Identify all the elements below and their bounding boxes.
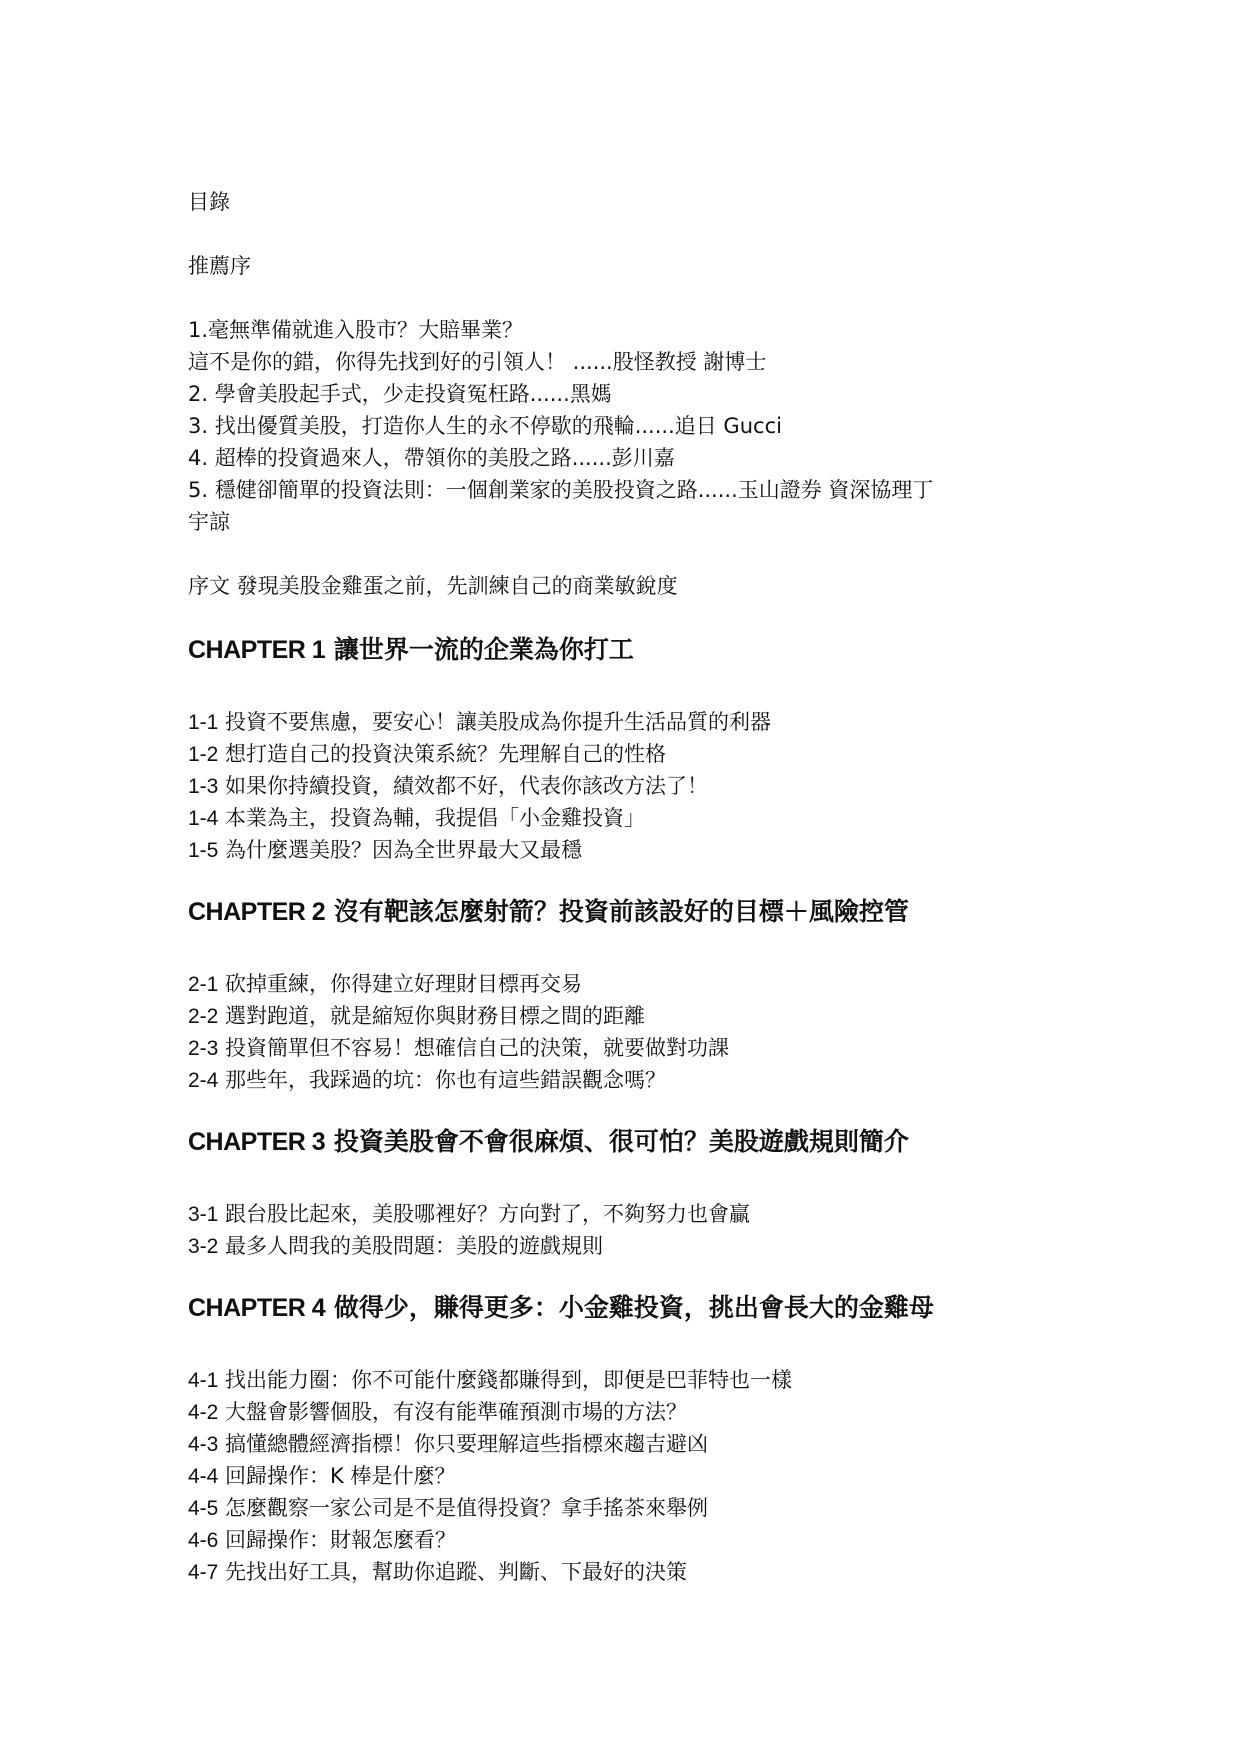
section-number: 1-4 (188, 807, 219, 830)
section-number: 2-4 (188, 1069, 219, 1092)
foreword-item: 3. 找出優質美股，打造你人生的永不停歇的飛輪......追日 Gucci (188, 414, 782, 438)
section-title: 找出能力圈：你不可能什麼錢都賺得到，即便是巴菲特也一樣 (225, 1368, 793, 1392)
chapter-number: CHAPTER 3 (188, 1128, 326, 1156)
section-item (188, 1002, 645, 1031)
section-item (188, 836, 582, 865)
chapter-number: CHAPTER 2 (188, 898, 326, 926)
chapter-title: 沒有靶該怎麼射箭？投資前該設好的目標＋風險控管 (333, 897, 909, 926)
section-number: 4-5 (188, 1497, 219, 1520)
section-item (188, 1558, 687, 1587)
section-number: 1-1 (188, 711, 219, 734)
foreword-heading: 推薦序 (188, 254, 251, 278)
chapter-heading (188, 1292, 934, 1324)
section-number: 2-2 (188, 1005, 219, 1028)
section-item (188, 740, 666, 769)
chapter-heading (188, 1126, 909, 1158)
section-item (188, 1462, 456, 1491)
section-item (188, 708, 771, 737)
foreword-item: 這不是你的錯，你得先找到好的引領人！ ......股怪教授 謝博士 (188, 350, 767, 374)
chapter-title: 讓世界一流的企業為你打工 (333, 635, 634, 664)
foreword-item: 1.毫無準備就進入股市？大賠畢業？ (188, 318, 524, 342)
foreword-item: 宇諒 (188, 510, 230, 534)
chapter-title: 做得少，賺得更多：小金雞投資，挑出會長大的金雞母 (333, 1293, 934, 1322)
chapter-number: CHAPTER 1 (188, 636, 326, 664)
toc-title: 目錄 (188, 190, 230, 214)
section-title: 那些年，我踩過的坑：你也有這些錯誤觀念嗎？ (225, 1068, 667, 1092)
foreword-item: 2. 學會美股起手式，少走投資冤枉路......黑媽 (188, 382, 612, 406)
section-number: 4-7 (188, 1561, 219, 1584)
section-item (188, 1034, 729, 1063)
section-title: 想打造自己的投資決策系統？先理解自己的性格 (225, 742, 667, 766)
section-title: 大盤會影響個股，有沒有能準確預測市場的方法？ (225, 1400, 688, 1424)
section-number: 4-1 (188, 1369, 219, 1392)
section-title: 選對跑道，就是縮短你與財務目標之間的距離 (225, 1004, 646, 1028)
section-number: 2-3 (188, 1037, 219, 1060)
section-item (188, 970, 582, 999)
section-title: 為什麼選美股？因為全世界最大又最穩 (225, 838, 583, 862)
section-number: 1-3 (188, 775, 219, 798)
section-item (188, 1232, 603, 1261)
section-item (188, 1366, 792, 1395)
section-number: 2-1 (188, 973, 219, 996)
section-title: 回歸操作：K 棒是什麼？ (225, 1464, 456, 1488)
section-title: 投資簡單但不容易！想確信自己的決策，就要做對功課 (225, 1036, 730, 1060)
section-title: 如果你持續投資，績效都不好，代表你該改方法了！ (225, 774, 709, 798)
section-number: 1-5 (188, 839, 219, 862)
section-title: 跟台股比起來，美股哪裡好？方向對了，不夠努力也會贏 (225, 1202, 751, 1226)
section-number: 4-2 (188, 1401, 219, 1424)
chapter-number: CHAPTER 4 (188, 1294, 326, 1322)
section-number: 4-3 (188, 1433, 219, 1456)
chapter-heading (188, 896, 909, 928)
section-title: 怎麼觀察一家公司是不是值得投資？拿手搖茶來舉例 (225, 1496, 709, 1520)
section-title: 先找出好工具，幫助你追蹤、判斷、下最好的決策 (225, 1560, 688, 1584)
foreword-item: 4. 超棒的投資過來人，帶領你的美股之路......彭川嘉 (188, 446, 675, 470)
section-number: 3-2 (188, 1235, 219, 1258)
section-item (188, 804, 645, 833)
section-number: 4-6 (188, 1529, 219, 1552)
section-item (188, 1430, 708, 1459)
section-item (188, 1526, 456, 1555)
section-title: 最多人問我的美股問題：美股的遊戲規則 (225, 1234, 604, 1258)
section-number: 1-2 (188, 743, 219, 766)
section-title: 搞懂總體經濟指標！你只要理解這些指標來趨吉避凶 (225, 1432, 709, 1456)
chapter-title: 投資美股會不會很麻煩、很可怕？美股遊戲規則簡介 (333, 1127, 909, 1156)
section-title: 砍掉重練，你得建立好理財目標再交易 (225, 972, 583, 996)
section-item (188, 1066, 666, 1095)
chapter-heading (188, 634, 634, 666)
section-item (188, 1398, 687, 1427)
section-item (188, 1200, 750, 1229)
section-item (188, 772, 708, 801)
section-title: 回歸操作：財報怎麼看？ (225, 1528, 457, 1552)
section-number: 4-4 (188, 1465, 219, 1488)
section-title: 投資不要焦慮，要安心！讓美股成為你提升生活品質的利器 (225, 710, 772, 734)
section-number: 3-1 (188, 1203, 219, 1226)
section-item (188, 1494, 708, 1523)
section-title: 本業為主，投資為輔，我提倡「小金雞投資」 (225, 806, 646, 830)
preface: 序文 發現美股金雞蛋之前，先訓練自己的商業敏銳度 (188, 574, 678, 598)
foreword-item: 5. 穩健卻簡單的投資法則：一個創業家的美股投資之路......玉山證券 資深協理丁 (188, 478, 934, 502)
